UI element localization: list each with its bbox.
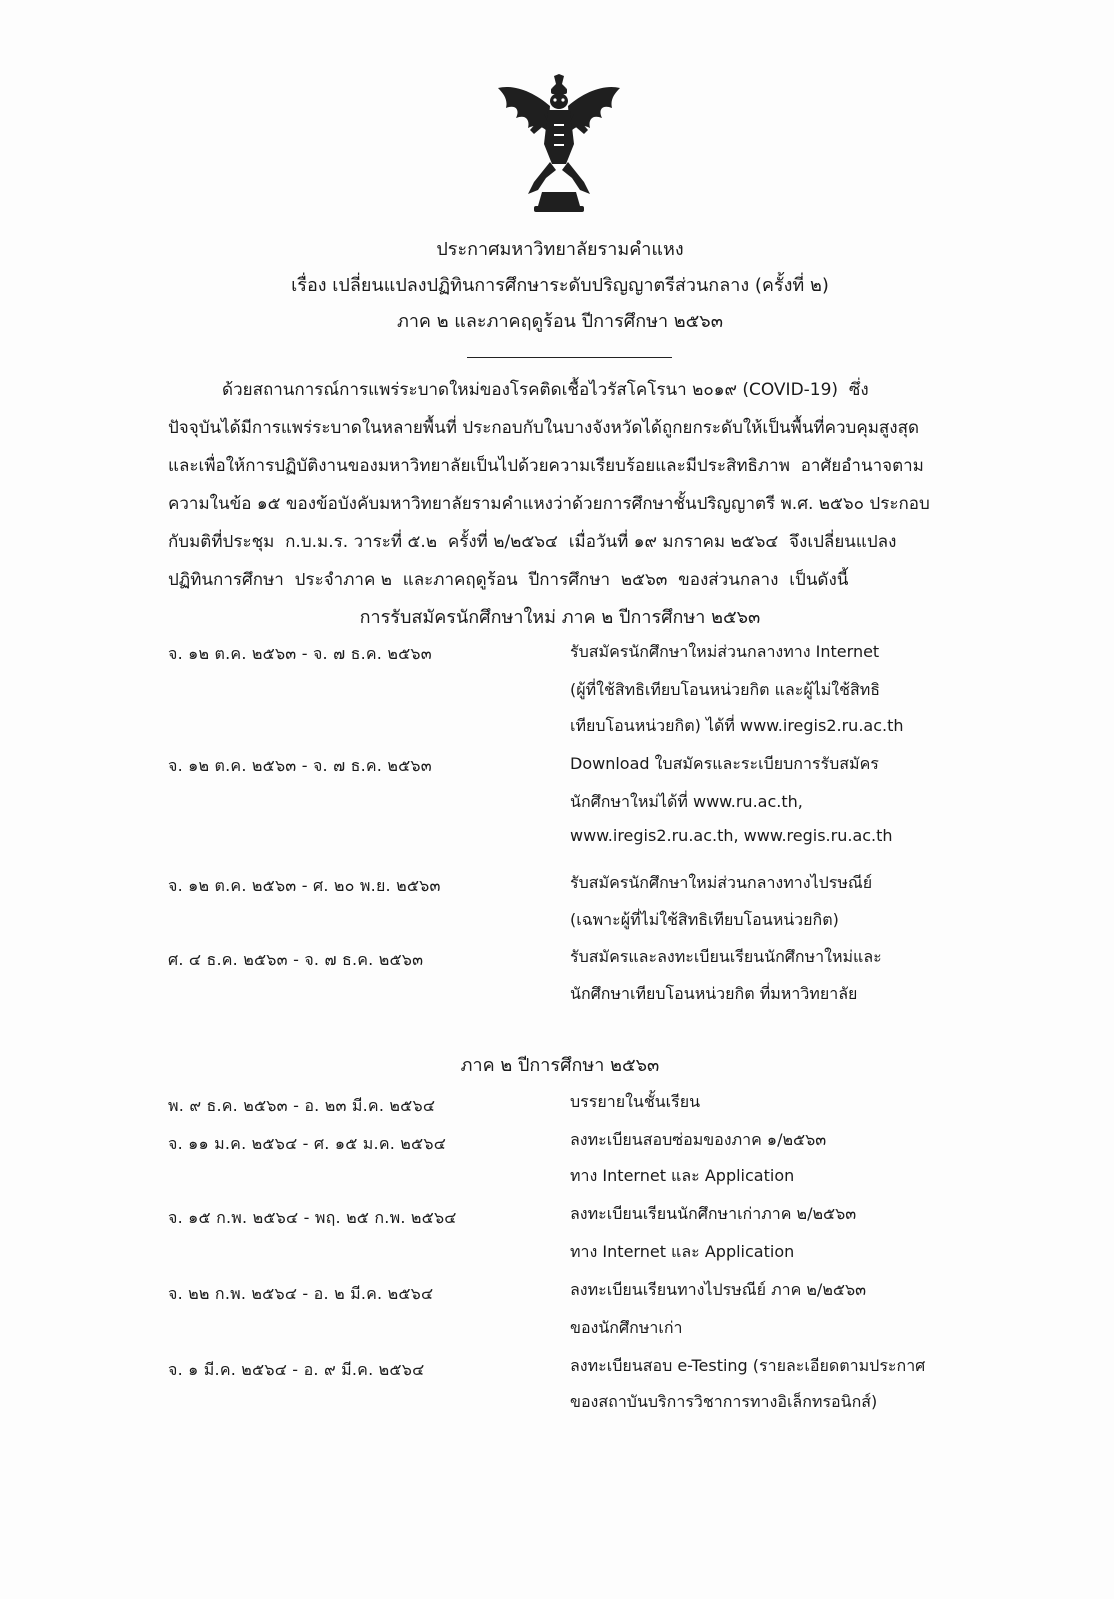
- schedule-desc: Download ใบสมัครและระเบียบการรับสมัคร: [570, 754, 879, 773]
- schedule-desc: รับสมัครนักศึกษาใหม่ส่วนกลางทางไปรษณีย์: [570, 873, 873, 892]
- schedule-desc: เทียบโอนหน่วยกิต) ได้ที่ www.iregis2.ru.ac.th: [570, 716, 904, 735]
- schedule-desc: (ผู้ที่ใช้สิทธิเทียบโอนหน่วยกิต และผู้ไม่ใช้สิทธิ: [570, 680, 881, 699]
- schedule-desc: (เฉพาะผู้ที่ไม่ใช้สิทธิเทียบโอนหน่วยกิต): [570, 910, 839, 929]
- section-title-admission: การรับสมัครนักศึกษาใหม่ ภาค ๒ ปีการศึกษา ๒๕๖๓: [359, 607, 761, 628]
- section-title-term2: ภาค ๒ ปีการศึกษา ๒๕๖๓: [460, 1055, 660, 1076]
- schedule-desc: ทาง Internet และ Application: [570, 1166, 795, 1185]
- schedule-date: จ. ๑๒ ต.ค. ๒๕๖๓ - จ. ๗ ธ.ค. ๒๕๖๓: [168, 756, 432, 775]
- schedule-desc: รับสมัครและลงทะเบียนเรียนนักศึกษาใหม่และ: [570, 947, 882, 966]
- schedule-desc: นักศึกษาใหม่ได้ที่ www.ru.ac.th,: [570, 792, 803, 811]
- schedule-date: จ. ๑ มี.ค. ๒๕๖๔ - อ. ๙ มี.ค. ๒๕๖๔: [168, 1360, 425, 1379]
- schedule-desc: ลงทะเบียนสอบซ่อมของภาค ๑/๒๕๖๓: [570, 1130, 827, 1149]
- schedule-date: จ. ๑๕ ก.พ. ๒๕๖๔ - พฤ. ๒๕ ก.พ. ๒๕๖๔: [168, 1208, 457, 1227]
- schedule-desc: ของนักศึกษาเก่า: [570, 1318, 683, 1337]
- schedule-desc: นักศึกษาเทียบโอนหน่วยกิต ที่มหาวิทยาลัย: [570, 984, 858, 1003]
- intro-line: กับมติที่ประชุม ก.บ.ม.ร. วาระที่ ๕.๒ ครั้งที่ ๒/๒๕๖๔ เมื่อวันที่ ๑๙ มกราคม ๒๕๖๔ จึงเปลี่ยนแปลง: [168, 532, 897, 552]
- intro-line: และเพื่อให้การปฏิบัติงานของมหาวิทยาลัยเป็นไปด้วยความเรียบร้อยและมีประสิทธิภาพ อาศัยอำนาจตาม: [168, 456, 924, 476]
- intro-line: ด้วยสถานการณ์การแพร่ระบาดใหม่ของโรคติดเชื้อไวรัสโคโรนา ๒๐๑๙ (COVID-19) ซึ่ง: [168, 380, 869, 400]
- schedule-desc: www.iregis2.ru.ac.th, www.regis.ru.ac.th: [570, 826, 893, 845]
- intro-line: ความในข้อ ๑๕ ของข้อบังคับมหาวิทยาลัยรามคำแหงว่าด้วยการศึกษาชั้นปริญญาตรี พ.ศ. ๒๕๖๐ ประกอบ: [168, 494, 930, 514]
- intro-line: ปฏิทินการศึกษา ประจำภาค ๒ และภาคฤดูร้อน ปีการศึกษา ๒๕๖๓ ของส่วนกลาง เป็นดังนี้: [168, 570, 849, 590]
- schedule-desc: บรรยายในชั้นเรียน: [570, 1092, 700, 1111]
- schedule-date: จ. ๑๑ ม.ค. ๒๕๖๔ - ศ. ๑๕ ม.ค. ๒๕๖๔: [168, 1134, 447, 1153]
- announcement-subject: เรื่อง เปลี่ยนแปลงปฏิทินการศึกษาระดับปริญญาตรีส่วนกลาง (ครั้งที่ ๒): [291, 275, 829, 296]
- schedule-date: พ. ๙ ธ.ค. ๒๕๖๓ - อ. ๒๓ มี.ค. ๒๕๖๔: [168, 1096, 436, 1115]
- intro-line: ปัจจุบันได้มีการแพร่ระบาดในหลายพื้นที่ ประกอบกับในบางจังหวัดได้ถูกยกระดับให้เป็นพื้นที่ควบคุมสูงสุด: [168, 418, 920, 438]
- schedule-desc: ของสถาบันบริการวิชาการทางอิเล็กทรอนิกส์): [570, 1392, 878, 1411]
- schedule-desc: ลงทะเบียนเรียนนักศึกษาเก่าภาค ๒/๒๕๖๓: [570, 1204, 857, 1223]
- announcement-title: ประกาศมหาวิทยาลัยรามคำแหง: [436, 239, 684, 260]
- schedule-desc: ลงทะเบียนเรียนทางไปรษณีย์ ภาค ๒/๒๕๖๓: [570, 1280, 867, 1299]
- schedule-date: ศ. ๔ ธ.ค. ๒๕๖๓ - จ. ๗ ธ.ค. ๒๕๖๓: [168, 950, 424, 969]
- title-divider: [467, 357, 672, 358]
- schedule-desc: ลงทะเบียนสอบ e-Testing (รายละเอียดตามประกาศ: [570, 1356, 926, 1375]
- schedule-desc: รับสมัครนักศึกษาใหม่ส่วนกลางทาง Internet: [570, 642, 880, 661]
- garuda-emblem-icon: [494, 74, 624, 214]
- schedule-date: จ. ๑๒ ต.ค. ๒๕๖๓ - ศ. ๒๐ พ.ย. ๒๕๖๓: [168, 876, 441, 895]
- schedule-date: จ. ๒๒ ก.พ. ๒๕๖๔ - อ. ๒ มี.ค. ๒๕๖๔: [168, 1284, 434, 1303]
- announcement-term: ภาค ๒ และภาคฤดูร้อน ปีการศึกษา ๒๕๖๓: [396, 311, 724, 332]
- schedule-desc: ทาง Internet และ Application: [570, 1242, 795, 1261]
- schedule-date: จ. ๑๒ ต.ค. ๒๕๖๓ - จ. ๗ ธ.ค. ๒๕๖๓: [168, 644, 432, 663]
